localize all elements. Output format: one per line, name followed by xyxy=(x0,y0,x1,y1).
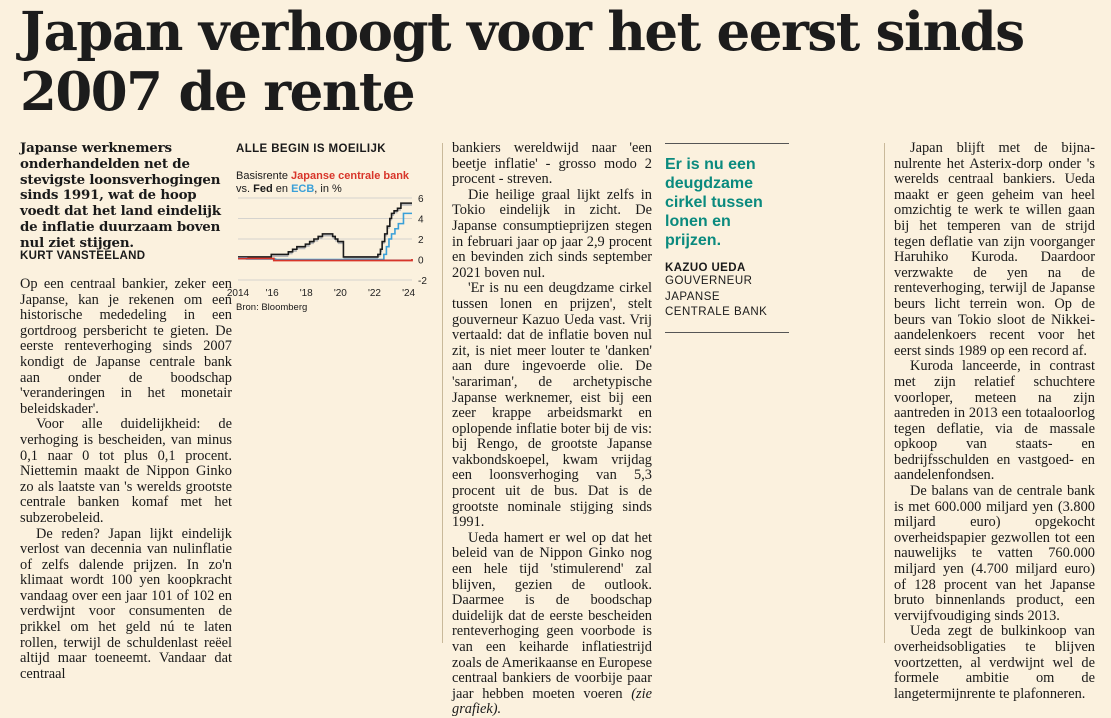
chart-reference: (zie grafiek). xyxy=(452,685,652,718)
chart-subtitle-unit: , in % xyxy=(314,183,342,195)
article-column-3 xyxy=(452,141,652,718)
chart-title: ALLE BEGIN IS MOEILIJK xyxy=(236,143,387,155)
pull-quote-role-1: GOUVERNEUR xyxy=(665,275,753,287)
interest-rate-chart xyxy=(226,192,436,300)
pull-quote xyxy=(665,143,789,333)
column-divider xyxy=(884,143,885,643)
article-column-1 xyxy=(20,277,232,682)
y-tick-label: 6 xyxy=(418,194,424,205)
chart-subtitle-vs: vs. xyxy=(236,183,251,195)
lead-paragraph: Japanse werknemers onderhandelden net de stevigste loonsverhogingen sinds 1991, wat de hoop voedt dat het land eindelijk de inflatie duurzaam boven nul ziet stijgen. xyxy=(20,140,221,251)
y-tick-label: 0 xyxy=(418,255,424,267)
paragraph: De balans van de centrale bank is met 600.000 miljard yen (3.800 miljard euro) opgekocht overheidspapier gezwollen tot een nauwelijks te vatten 760.000 miljard yen (4.700 miljard euro) of 128 procent van het Japanse bruto binnenlands product, een vervijfvoudiging sinds 2013. xyxy=(894,483,1095,624)
author-byline: KURT VANSTEELAND xyxy=(20,250,146,262)
x-tick-label: '18 xyxy=(299,288,313,299)
chart-source: Bron: Bloomberg xyxy=(236,302,308,313)
paragraph: Ueda zegt de bulkinkoop van overheidsobligaties te blijven voortzetten, al verdwijnt wel de formele ambitie om de langetermijnrente te plafonneren. xyxy=(894,623,1095,702)
paragraph xyxy=(452,531,652,718)
x-tick-label: '16 xyxy=(265,288,279,299)
paragraph: Kuroda lanceerde, in contrast met zijn relatief schuchtere voorloper, meteen na zijn aantreden in 2013 een totaaloorlog tegen deflatie, via de massale opkoop van staats- en bedrijfsschulden en vastgoed- en aandelenfondsen. xyxy=(894,358,1095,484)
pull-quote-rule xyxy=(665,332,789,333)
paragraph: Voor alle duidelijkheid: de verhoging is bescheiden, van minus 0,1 naar 0 tot plus 0,1 procent. Niettemin maakt de Nippon Ginko zo als laatste van 's werelds grootste centrale banken komaf met het subzerobeleid. xyxy=(20,416,232,526)
pull-quote-role-2: JAPANSE xyxy=(665,290,721,303)
x-tick-label: '24 xyxy=(402,288,416,299)
paragraph: Japan blijft met de bijna-nulrente het Asterix-dorp onder 's werelds centraal bankiers. Ueda maakt er geen geheim van heel omzichtig te werk te willen gaan bij het temperen van de strijd tegen deflatie van zijn voorganger Haruhiko Kuroda. Daardoor verzwakte de yen na de renteverhoging, terwijl de Japanse beurs licht terrein won. Op de beurs van Tokio sloot de Nikkei-aandelenkoers recent voor het eerst sinds 1989 op een record af. xyxy=(894,140,1095,359)
chart-subtitle-en: en xyxy=(275,183,288,195)
pull-quote-role-3: CENTRALE BANK xyxy=(665,306,768,319)
x-tick-label: 2014 xyxy=(226,288,250,299)
chart-subtitle-prefix: Basisrente xyxy=(236,170,288,182)
article-column-5 xyxy=(894,141,1095,702)
y-tick-label: 2 xyxy=(418,235,424,246)
paragraph: bankiers wereldwijd naar 'een beetje inflatie' - grosso modo 2 procent - streven. xyxy=(452,140,652,188)
column-divider xyxy=(442,143,443,643)
x-tick-label: '22 xyxy=(367,288,381,299)
paragraph-text: Ueda hamert er wel op dat het beleid van de Nippon Ginko nog een hele tijd 'stimulerend' zal blijven, gezien de outlook. Daarmee is de boodschap duidelijk dat de eerste bescheiden renteverhoging geen voorbode is van een keiharde inflatiestrijd zoals de Amerikaanse en Europese centraal bankiers de voorbije paar jaar hebben moeten voeren xyxy=(452,529,652,702)
y-tick-label: 4 xyxy=(418,214,424,226)
legend-ecb: ECB xyxy=(291,183,315,195)
pull-quote-name: KAZUO UEDA xyxy=(665,262,746,274)
headline: Japan verhoogt voor het eerst sinds 2007 de rente xyxy=(20,1,1024,123)
legend-japan: Japanse centrale bank xyxy=(291,170,410,182)
paragraph: Die heilige graal lijkt zelfs in Tokio eindelijk in zicht. De Japanse consumptieprijzen stegen in februari jaar op jaar 2,9 procent en bevinden zich sinds september 2021 boven nul. xyxy=(452,186,652,281)
legend-fed: Fed xyxy=(253,183,273,195)
y-tick-label: -2 xyxy=(418,276,427,287)
pull-quote-text: Er is nu een deugdzame cirkel tussen lonen en prijzen. xyxy=(665,156,763,249)
x-tick-label: '20 xyxy=(333,288,347,299)
paragraph: De reden? Japan lijkt eindelijk verlost van decennia van nulinflatie of zelfs dalende prijzen. In zo'n klimaat wordt 100 yen koopkracht vandaag over een jaar 101 of 102 en verdwijnt voor consumenten de prikkel om het geld nú te laten rollen, terwijl de schuldenlast reëel altijd maar toeneemt. Vandaar dat centraal xyxy=(20,525,232,682)
paragraph: 'Er is nu een deugdzame cirkel tussen lonen en prijzen', stelt gouverneur Kazuo Ueda vast. Vrij vertaald: dat de inflatie boven nul zit, is niet meer louter te 'danken' aan dure ingevoerde olie. De 'sarariman', de archetypische Japanse werknemer, eist bij een zeer krappe arbeidsmarkt en oplopende inflatie boter bij de vis: bij Rengo, de grootste Japanse vakbondskoepel, kwam vrijdag een loonsverhoging van 5,3 procent uit de bus. Dat is de grootste nominale stijging sinds 1991. xyxy=(452,280,652,531)
paragraph: Op een centraal bankier, zeker een Japanse, kan je rekenen om een historische mededeling in een gortdroog persbericht te gieten. De eerste renteverhoging sinds 2007 kondigt de Japanse centrale bank aan onder de boodschap 'veranderingen in het monetair beleidskader'. xyxy=(20,276,232,417)
